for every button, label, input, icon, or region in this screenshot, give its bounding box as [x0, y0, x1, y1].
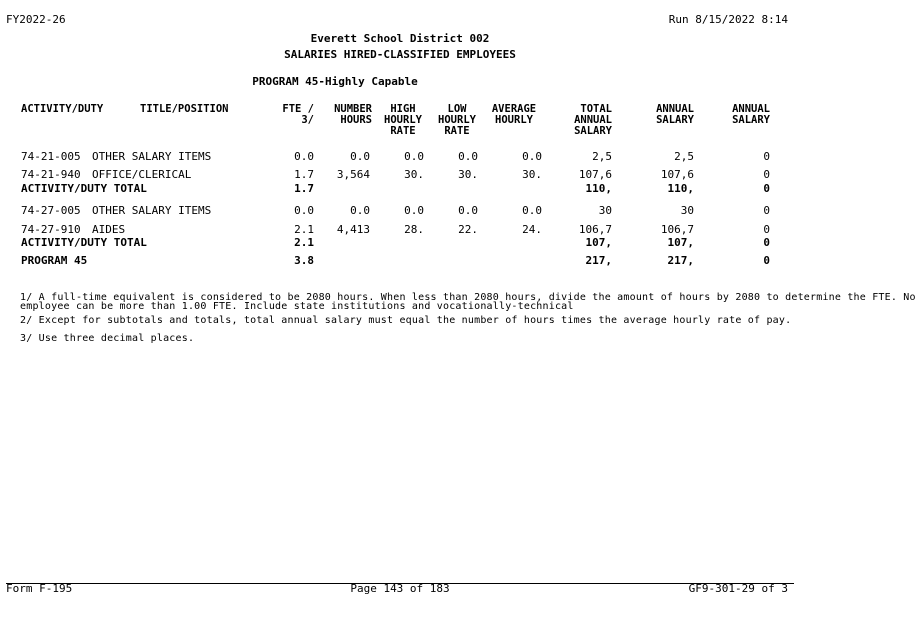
col-annual-salary-b: [700, 104, 770, 126]
col-avg-rate-line2: HOURLY: [495, 114, 533, 126]
cell-high-rate: 30.: [404, 168, 424, 181]
cell-annual-salary-a: 106,7: [660, 223, 694, 236]
cell-avg-rate: 0.0: [522, 150, 542, 163]
cell-low-rate: 0.0: [458, 150, 478, 163]
cell-annual-salary-b: 0: [763, 236, 770, 249]
cell-fte: 0.0: [294, 204, 314, 217]
report-title: SALARIES HIRED-CLASSIFIED EMPLOYEES: [284, 48, 516, 61]
cell-hours: 0.0: [350, 204, 370, 217]
cell-low-rate: 22.: [458, 223, 478, 236]
cell-title: OTHER SALARY ITEMS: [92, 150, 212, 163]
col-high-rate-line2: HOURLY: [384, 114, 422, 126]
col-high-rate-line1: HIGH: [390, 103, 416, 115]
col-fte-line2: 3/: [301, 114, 314, 126]
cell-total-salary: 107,: [585, 236, 612, 249]
cell-fte: 1.7: [294, 168, 314, 181]
footnote-1: 1/ A full-time equivalent is considered to be 2080 hours. When less than 2080 hours, divide the amount of hours by 2080 to determine the FTE. No: [20, 292, 916, 303]
cell-total-salary: 106,7: [578, 223, 612, 236]
col-low-rate-line2: HOURLY: [438, 114, 476, 126]
cell-title: OFFICE/CLERICAL: [92, 168, 192, 181]
cell-total-salary: 107,6: [578, 168, 612, 181]
col-total-salary-line3: SALARY: [574, 125, 612, 137]
cell-annual-salary-a: 30: [680, 204, 694, 217]
cell-annual-salary-a: 110,: [667, 182, 694, 195]
cell-annual-salary-b: 0: [763, 168, 770, 181]
col-fte-line1: FTE /: [282, 103, 314, 115]
col-avg-rate: [484, 104, 544, 126]
cell-annual-salary-a: 107,: [667, 236, 694, 249]
col-total-salary-line2: ANNUAL: [574, 114, 612, 126]
cell-fte: 2.1: [294, 223, 314, 236]
cell-activity: 74-27-005: [21, 204, 81, 217]
cell-fte: 1.7: [294, 182, 314, 195]
col-high-rate-line3: RATE: [390, 125, 416, 137]
cell-annual-salary-a: 217,: [667, 254, 694, 267]
col-number-hours-line1: NUMBER: [334, 103, 372, 115]
col-annual-salary-a-line2: SALARY: [656, 114, 694, 126]
cell-annual-salary-a: 2,5: [674, 150, 694, 163]
col-avg-rate-line1: AVERAGE: [491, 103, 537, 115]
col-annual-salary-b-line2: SALARY: [732, 114, 770, 126]
program-title: PROGRAM 45-Highly Capable: [252, 75, 418, 88]
cell-annual-salary-b: 0: [763, 204, 770, 217]
cell-annual-salary-b: 0: [763, 182, 770, 195]
col-annual-salary-a-line1: ANNUAL: [656, 103, 694, 115]
col-fte: [262, 104, 314, 126]
col-low-rate: [434, 104, 480, 137]
cell-fte: 2.1: [294, 236, 314, 249]
col-low-rate-line1: LOW: [447, 103, 467, 115]
col-activity: ACTIVITY/DUTY: [21, 103, 104, 115]
page-number: Page 143 of 183: [350, 582, 450, 595]
cell-fte: 3.8: [294, 254, 314, 267]
cell-title: OTHER SALARY ITEMS: [92, 204, 212, 217]
cell-activity: 74-21-940: [21, 168, 81, 181]
cell-hours: 3,564: [336, 168, 370, 181]
cell-fte: 0.0: [294, 150, 314, 163]
cell-activity: 74-21-005: [21, 150, 81, 163]
col-high-rate: [380, 104, 426, 137]
col-annual-salary-b-line1: ANNUAL: [732, 103, 770, 115]
cell-activity: ACTIVITY/DUTY TOTAL: [21, 236, 147, 249]
col-title: TITLE/POSITION: [140, 103, 229, 115]
cell-annual-salary-a: 107,6: [660, 168, 694, 181]
fiscal-year: FY2022-26: [6, 13, 66, 26]
cell-high-rate: 0.0: [404, 150, 424, 163]
col-total-salary: [548, 104, 612, 137]
cell-high-rate: 0.0: [404, 204, 424, 217]
cell-low-rate: 0.0: [458, 204, 478, 217]
cell-activity: 74-27-910: [21, 223, 81, 236]
cell-avg-rate: 30.: [522, 168, 542, 181]
col-number-hours-line2: HOURS: [340, 114, 372, 126]
form-number: Form F-195: [6, 582, 73, 595]
cell-low-rate: 30.: [458, 168, 478, 181]
col-low-rate-line3: RATE: [444, 125, 470, 137]
run-stamp: Run 8/15/2022 8:14: [668, 13, 788, 26]
footnote-1-cont: employee can be more than 1.00 FTE. Include state institutions and vocationally-technical: [20, 301, 574, 312]
cell-hours: 4,413: [336, 223, 370, 236]
page-title: Everett School District 002: [310, 32, 490, 45]
cell-high-rate: 28.: [404, 223, 424, 236]
cell-annual-salary-b: 0: [763, 223, 770, 236]
cell-annual-salary-b: 0: [763, 150, 770, 163]
cell-total-salary: 110,: [585, 182, 612, 195]
col-total-salary-line1: TOTAL: [580, 103, 612, 115]
cell-total-salary: 30: [598, 204, 612, 217]
footnote-3: 3/ Use three decimal places.: [20, 333, 195, 344]
cell-total-salary: 2,5: [592, 150, 612, 163]
cell-avg-rate: 0.0: [522, 204, 542, 217]
cell-avg-rate: 24.: [522, 223, 542, 236]
cell-activity: ACTIVITY/DUTY TOTAL: [21, 182, 147, 195]
col-annual-salary-a: [620, 104, 694, 126]
cell-hours: 0.0: [350, 150, 370, 163]
footnote-2: 2/ Except for subtotals and totals, total annual salary must equal the number of hours times the average hourly rate of pay.: [20, 315, 792, 326]
cell-title: AIDES: [92, 223, 126, 236]
col-number-hours: [318, 104, 372, 126]
form-code: GF9-301-29 of 3: [688, 582, 788, 595]
cell-activity: PROGRAM 45: [21, 254, 88, 267]
cell-total-salary: 217,: [585, 254, 612, 267]
cell-annual-salary-b: 0: [763, 254, 770, 267]
